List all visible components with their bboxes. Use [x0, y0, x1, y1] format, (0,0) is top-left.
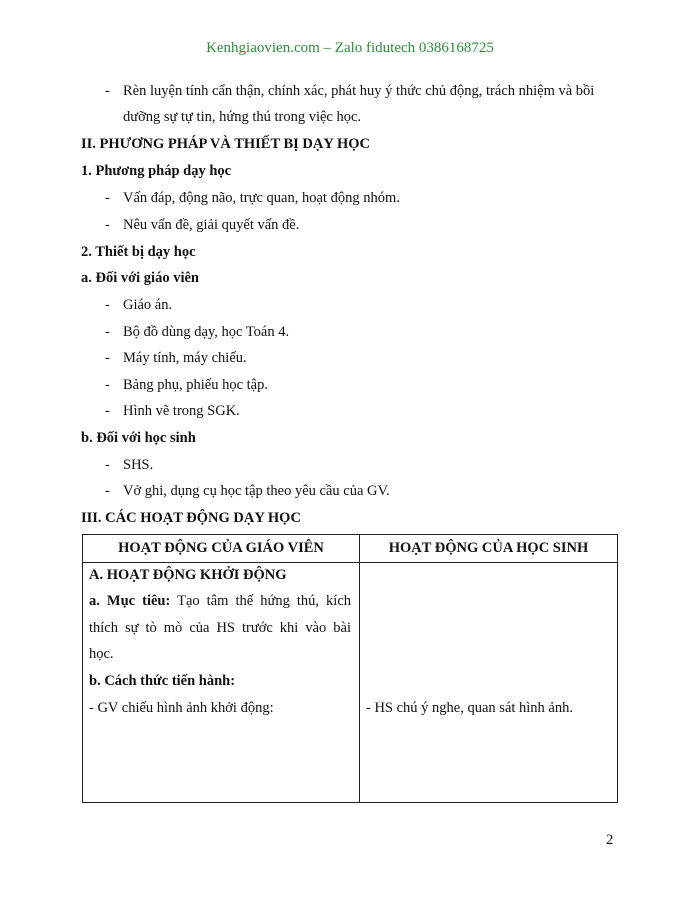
subsection-equipment-title: 2. Thiết bị dạy học	[81, 244, 196, 260]
col-header-teacher: HOẠT ĐỘNG CỦA GIÁO VIÊN	[83, 535, 360, 563]
goal-line-2: thích sự tò mò của HS trước khi vào bài	[89, 620, 351, 636]
table-row	[83, 563, 618, 803]
method-label: b. Cách thức tiến hành:	[89, 673, 236, 689]
col-header-student: HOẠT ĐỘNG CỦA HỌC SINH	[360, 535, 618, 563]
teacher-equipment-title: a. Đối với giáo viên	[81, 270, 199, 286]
list-item: Nêu vấn đề, giải quyết vấn đề.	[123, 217, 300, 233]
bullet-marker: -	[105, 457, 110, 473]
teacher-step: - GV chiếu hình ảnh khởi động:	[89, 700, 274, 716]
list-item: Hình vẽ trong SGK.	[123, 403, 240, 419]
intro-line-1: Rèn luyện tính cẩn thận, chính xác, phát huy ý thức chủ động, trách nhiệm và bồi	[123, 83, 595, 99]
student-step: - HS chú ý nghe, quan sát hình ảnh.	[366, 700, 573, 716]
bullet-marker: -	[105, 377, 110, 393]
section-2-title: II. PHƯƠNG PHÁP VÀ THIẾT BỊ DẠY HỌC	[81, 136, 370, 152]
header-contact: Zalo fidutech 0386168725	[334, 40, 494, 56]
bullet-marker: -	[105, 297, 110, 313]
list-item: Máy tính, máy chiếu.	[123, 350, 247, 366]
page-header	[0, 40, 700, 57]
list-item: Vấn đáp, động não, trực quan, hoạt động nhóm.	[123, 190, 400, 206]
student-equipment-title: b. Đối với học sinh	[81, 430, 196, 446]
bullet-marker: -	[105, 350, 110, 366]
goal-line-1	[89, 593, 351, 610]
bullet-marker: -	[105, 324, 110, 340]
list-item: SHS.	[123, 457, 154, 473]
goal-label: a. Mục tiêu:	[89, 593, 171, 609]
page-number: 2	[606, 832, 614, 848]
activities-table	[82, 534, 618, 803]
bullet-marker: -	[105, 483, 110, 499]
student-activity-cell	[360, 563, 618, 803]
goal-text-1: Tạo tâm thế hứng thú, kích	[177, 593, 352, 609]
teacher-activity-cell	[83, 563, 360, 803]
table-header-row	[83, 535, 618, 563]
intro-line-2: dưỡng sự tự tin, hứng thú trong việc học.	[123, 109, 362, 125]
bullet-marker: -	[105, 217, 110, 233]
header-site[interactable]: Kenhgiaovien.com	[206, 40, 320, 56]
section-3-title: III. CÁC HOẠT ĐỘNG DẠY HỌC	[81, 510, 301, 526]
subsection-methods-title: 1. Phương pháp dạy học	[81, 163, 232, 179]
activity-title: A. HOẠT ĐỘNG KHỞI ĐỘNG	[89, 567, 287, 583]
bullet-marker: -	[105, 190, 110, 206]
header-separator: –	[323, 40, 332, 56]
bullet-marker: -	[105, 83, 110, 99]
list-item: Bảng phụ, phiếu học tập.	[123, 377, 268, 393]
list-item: Vở ghi, dụng cụ học tập theo yêu cầu của GV.	[123, 483, 390, 499]
goal-line-3: học.	[89, 646, 114, 662]
bullet-marker: -	[105, 403, 110, 419]
list-item: Bộ đồ dùng dạy, học Toán 4.	[123, 324, 290, 340]
list-item: Giáo án.	[123, 297, 173, 313]
